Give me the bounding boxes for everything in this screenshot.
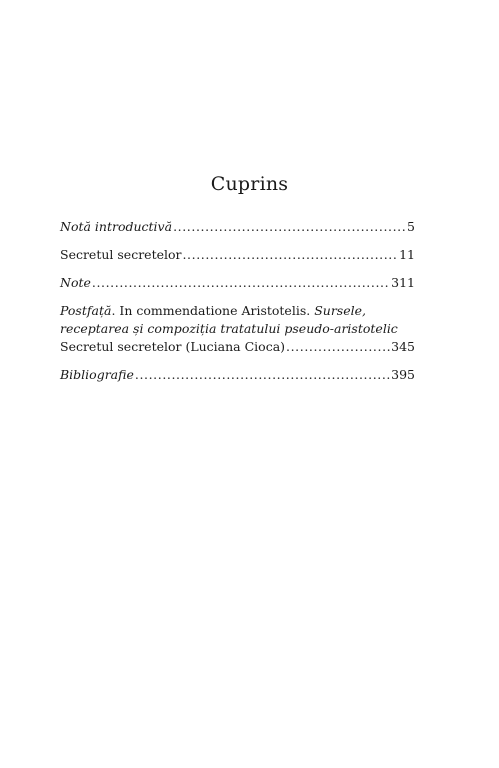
toc-entry-line-2: receptarea și compoziția tratatului pseudo-aristotelic [60,321,398,336]
toc-entry-page-number: 11 [399,247,415,262]
toc-entry-label: Secretul secretelor [60,247,182,262]
toc-entry-label: Notă introductivă [60,219,173,234]
toc-entry-nota-introductiva[interactable] [60,218,415,236]
toc-entry-label: Note [60,275,91,290]
toc-entry-line-1 [60,302,415,320]
postfata-subtitle-italic: Sursele, [314,303,366,318]
toc-entry-label: Bibliografie [60,367,134,382]
toc-entry-bibliografie[interactable] [60,366,415,384]
dot-leader [173,218,406,236]
toc-entry-page-number: 345 [391,339,415,354]
toc-entry-label: Secretul secretelor (Luciana Cioca) [60,339,286,354]
toc-entry-secretul-secretelor[interactable] [60,246,415,264]
postfata-label: Postfață [60,303,112,318]
toc-entry-page-number: 395 [391,367,415,382]
page-title: Cuprins [210,173,289,195]
dot-leader [286,338,390,356]
toc-entry-note[interactable] [60,274,415,292]
toc-entry-page-number: 5 [407,219,415,234]
dot-leader [92,274,390,292]
postfata-subtitle: . In commendatione Aristotelis. [111,303,315,318]
dot-leader [135,366,390,384]
toc-entry-line-3 [60,338,415,356]
table-of-contents [60,218,415,384]
toc-entry-postfata[interactable] [60,302,415,356]
toc-entry-page-number: 311 [391,275,415,290]
dot-leader [182,246,398,264]
